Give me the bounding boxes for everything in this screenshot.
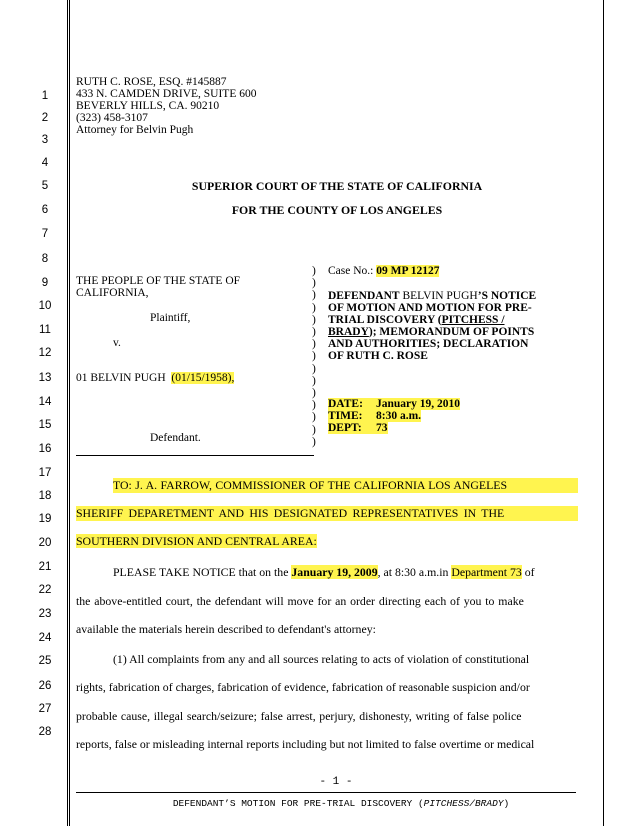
line-number: 4 <box>41 157 49 169</box>
line-number: 13 <box>38 372 52 384</box>
page-number: - 1 - <box>319 776 353 788</box>
line-number: 8 <box>41 253 49 265</box>
line-number: 16 <box>38 443 52 455</box>
left-margin-rule-double <box>69 0 70 826</box>
motion-title-brady: BRADY <box>328 326 369 338</box>
hearing-time <box>328 410 421 422</box>
motion-title-6: OF RUTH C. ROSE <box>328 350 428 362</box>
line-number: 27 <box>38 703 52 715</box>
motion-title-3a: TRIAL DISCOVERY ( <box>328 314 442 326</box>
line-number: 10 <box>38 300 52 312</box>
line-number: 2 <box>41 112 49 124</box>
addressee-text-1: TO: J. A. FARROW, COMMISSIONER OF THE CALIFORNIA LOS ANGELES <box>113 478 578 493</box>
line-number: 7 <box>41 228 49 240</box>
line-number: 23 <box>38 608 52 620</box>
court-county: FOR THE COUNTY OF LOS ANGELES <box>231 203 443 217</box>
line-number: 1 <box>41 90 49 102</box>
motion-title-name: BELVIN PUGH <box>399 290 478 302</box>
motion-title-2: OF MOTION AND MOTION FOR PRE- <box>328 302 532 314</box>
defendant-name <box>76 372 234 384</box>
line-number: 24 <box>38 632 52 644</box>
notice-text-b: , at 8:30 a.m.in <box>377 565 452 579</box>
hearing-dept-label: DEPT: <box>328 422 376 434</box>
versus: v. <box>113 337 121 349</box>
notice-date: January 19, 2009 <box>291 565 378 579</box>
motion-title-1 <box>328 290 536 302</box>
line-number: 25 <box>38 655 52 667</box>
left-margin-rule <box>67 0 68 826</box>
addressee-text-3: SOUTHERN DIVISION AND CENTRAL AREA: <box>76 534 317 548</box>
plaintiff-line-1: THE PEOPLE OF THE STATE OF <box>76 275 241 287</box>
attorney-address-1: 433 N. CAMDEN DRIVE, SUITE 600 <box>76 88 257 100</box>
body-line-27: probable cause, illegal search/seizure; false arrest, perjury, dishonesty, writing of false police <box>76 709 522 723</box>
addressee-line-2 <box>76 506 578 521</box>
line-number: 15 <box>38 419 52 431</box>
caption-parentheses: ) ) ) ) ) ) ) ) ) ) ) ) ) ) ) <box>312 265 316 448</box>
motion-title-3 <box>328 314 505 326</box>
line-number: 3 <box>41 134 49 146</box>
defendant-name-text: 01 BELVIN PUGH <box>76 372 166 384</box>
plaintiff-label: Plaintiff, <box>150 312 191 324</box>
hearing-dept-value: 73 <box>376 422 388 434</box>
line-number: 22 <box>38 584 52 596</box>
court-name: SUPERIOR COURT OF THE STATE OF CALIFORNIA <box>191 179 483 193</box>
body-line-28: reports, false or misleading internal reports including but not limited to false overtime or medical <box>76 737 535 751</box>
motion-title-defendant: DEFENDANT <box>328 290 400 302</box>
motion-title-4b: ); MEMORANDUM OF POINTS <box>368 326 535 338</box>
attorney-address-2: BEVERLY HILLS, CA. 90210 <box>76 100 220 112</box>
line-number: 6 <box>41 204 49 216</box>
hearing-time-value: 8:30 a.m. <box>376 410 422 422</box>
footer-text-a: DEFENDANT’S MOTION FOR PRE-TRIAL DISCOVERY ( <box>172 798 424 809</box>
attorney-phone: (323) 458-3107 <box>76 112 148 124</box>
line-number: 9 <box>41 277 49 289</box>
hearing-time-label: TIME: <box>328 410 376 422</box>
line-number: 26 <box>38 680 52 692</box>
body-line-25: (1) All complaints from any and all sources relating to acts of violation of constitutional <box>113 652 530 666</box>
footer-text-b: ) <box>503 798 510 809</box>
addressee-line-3 <box>76 534 578 549</box>
motion-title-5: AND AUTHORITIES; DECLARATION <box>328 338 529 350</box>
addressee-line-1 <box>113 478 578 493</box>
notice-line <box>113 565 578 580</box>
attorney-name: RUTH C. ROSE, ESQ. #145887 <box>76 76 227 88</box>
line-number: 19 <box>38 513 52 525</box>
case-number-label: Case No.: <box>328 265 374 277</box>
footer-title <box>76 798 606 809</box>
line-number: 11 <box>39 324 51 336</box>
line-number: 17 <box>38 467 52 479</box>
line-number: 14 <box>38 396 52 408</box>
hearing-dept <box>328 422 388 434</box>
motion-title-4 <box>328 326 534 338</box>
hearing-date-label: DATE: <box>328 398 376 410</box>
hearing-date <box>328 398 460 410</box>
notice-dept: Department 73 <box>451 565 522 579</box>
motion-title-notice: ’S NOTICE <box>477 290 537 302</box>
attorney-role: Attorney for Belvin Pugh <box>76 124 194 136</box>
notice-text-a: PLEASE TAKE NOTICE that on the <box>113 565 292 579</box>
motion-title-pitchess: PITCHESS / <box>441 314 505 326</box>
right-margin-rule <box>603 0 604 826</box>
plaintiff-line-2: CALIFORNIA, <box>76 287 149 299</box>
line-number: 18 <box>38 490 52 502</box>
footer-rule <box>76 792 576 793</box>
caption-rule <box>76 455 314 456</box>
line-number: 28 <box>38 726 52 738</box>
notice-text-c: of <box>521 565 535 579</box>
footer-text-italic: PITCHESS/BRADY <box>423 798 504 809</box>
defendant-dob: (01/15/1958), <box>171 372 235 384</box>
hearing-date-value: January 19, 2010 <box>376 398 461 410</box>
case-number-line <box>328 265 439 277</box>
body-line-22: the above-entitled court, the defendant will move for an order directing each of you to make <box>76 594 524 608</box>
line-number: 12 <box>38 347 52 359</box>
addressee-text-2: SHERIFF DEPARETMENT AND HIS DESIGNATED REPRESENTATIVES IN THE <box>76 506 578 521</box>
case-number: 09 MP 12127 <box>376 265 440 277</box>
defendant-label: Defendant. <box>150 432 201 444</box>
body-line-26: rights, fabrication of charges, fabrication of evidence, fabrication of reasonable suspicion and/or <box>76 680 530 694</box>
line-number: 5 <box>41 180 49 192</box>
line-number: 21 <box>38 561 52 573</box>
line-number: 20 <box>38 537 52 549</box>
body-line-23: available the materials herein described to defendant's attorney: <box>76 622 376 636</box>
